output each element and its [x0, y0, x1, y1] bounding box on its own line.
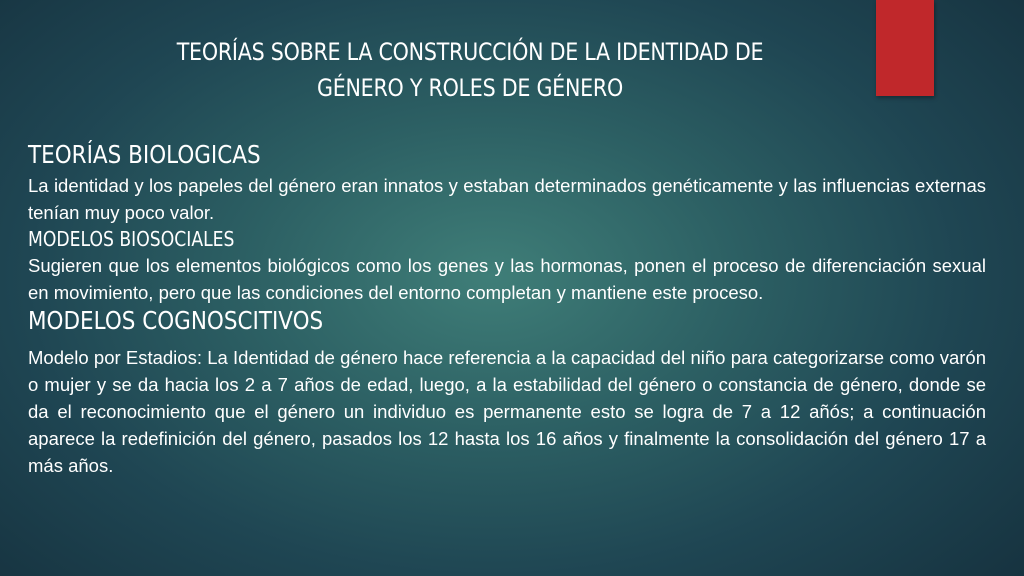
section-cognitive-models: [28, 306, 986, 479]
section-body-cognitive: Modelo por Estadios: La Identidad de género hace referencia a la capacidad del niño para categorizarse como varón o mujer y se da hacia los 2 a 7 años de edad, luego, a la estabilidad del género o constancia de género, donde se da el reconocimiento que el género un individuo es permanente esto se logra de 7 a 12 añós; a continuación aparece la redefinición del género, pasados los 12 hasta los 16 años y finalmente la consolidación del género 17 a más años.: [28, 347, 986, 476]
section-body-biological: La identidad y los papeles del género eran innatos y estaban determinados genéticamente y las influencias externas tenían muy poco valor.: [28, 175, 986, 223]
section-heading-cognitive: MODELOS COGNOSCITIVOS: [28, 306, 324, 335]
section-biological-theories: [28, 140, 986, 226]
slide-content: [28, 140, 986, 479]
section-body-biosocial: Sugieren que los elementos biológicos como los genes y las hormonas, ponen el proceso de diferenciación sexual en movimiento, pero que las condiciones del entorno completan y mantiene este proceso.: [28, 255, 986, 303]
section-biosocial-models: [28, 226, 986, 306]
slide-title: [100, 34, 840, 106]
title-line-1: TEORÍAS SOBRE LA CONSTRUCCIÓN DE LA IDENTIDAD DE: [176, 38, 764, 66]
section-heading-biological: TEORÍAS BIOLOGICAS: [28, 140, 261, 169]
title-line-2: GÉNERO Y ROLES DE GÉNERO: [316, 74, 624, 102]
accent-bar: [876, 0, 934, 96]
section-heading-biosocial: MODELOS BIOSOCIALES: [28, 227, 235, 251]
